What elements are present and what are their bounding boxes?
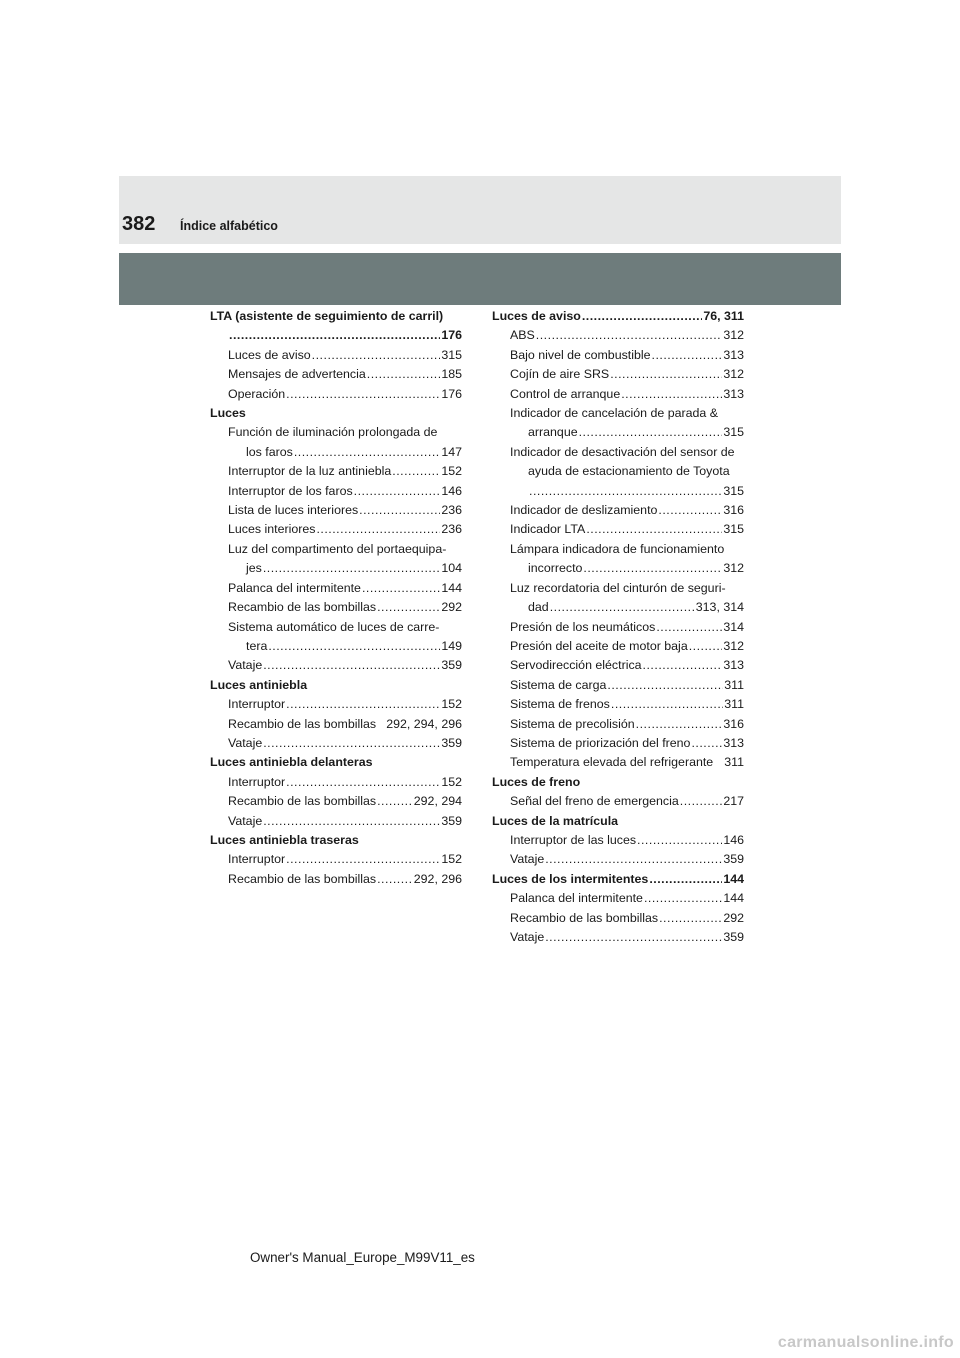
entry-text: Vataje bbox=[228, 735, 263, 750]
index-heading bbox=[492, 307, 744, 326]
page-reference: 292, 294, 296 bbox=[386, 716, 462, 731]
entry-text: Luces de freno bbox=[492, 774, 581, 789]
entry-text: Control de arranque bbox=[510, 386, 621, 401]
entry-text: Sistema automático de luces de carre- bbox=[228, 619, 440, 634]
index-entry bbox=[492, 753, 744, 772]
index-entry bbox=[210, 443, 462, 462]
dot-leader bbox=[643, 656, 723, 675]
index-entry bbox=[210, 520, 462, 539]
dot-leader bbox=[263, 559, 440, 578]
index-entry bbox=[210, 540, 462, 559]
dot-leader bbox=[586, 520, 722, 539]
entry-text: Recambio de las bombillas bbox=[228, 871, 377, 886]
page-reference: 104 bbox=[441, 561, 462, 576]
index-entry bbox=[210, 365, 462, 384]
dot-leader bbox=[377, 792, 413, 811]
entry-text: Sistema de priorización del freno bbox=[510, 735, 691, 750]
page-reference: 314 bbox=[723, 619, 744, 634]
entry-text: Recambio de las bombillas bbox=[228, 794, 377, 809]
dot-leader bbox=[263, 734, 440, 753]
index-entry bbox=[210, 482, 462, 501]
dot-leader bbox=[550, 598, 695, 617]
entry-text: Lista de luces interiores bbox=[228, 503, 359, 518]
index-entry bbox=[210, 598, 462, 617]
dot-leader bbox=[607, 676, 723, 695]
dot-leader bbox=[582, 307, 702, 326]
dot-leader bbox=[583, 559, 722, 578]
index-entry bbox=[492, 385, 744, 404]
entry-text: Palanca del intermitente bbox=[510, 891, 643, 906]
dot-leader bbox=[659, 909, 722, 928]
entry-text: Luces de aviso bbox=[492, 309, 581, 323]
page-reference: 312 bbox=[723, 367, 744, 382]
index-entry bbox=[210, 579, 462, 598]
entry-text: Indicador de cancelación de parada & bbox=[510, 406, 719, 421]
entry-text: arranque bbox=[528, 425, 578, 440]
page-reference: 292 bbox=[723, 910, 744, 925]
page-reference: 152 bbox=[441, 464, 462, 479]
entry-text: Luces antiniebla bbox=[210, 677, 308, 692]
page-reference: 292 bbox=[441, 600, 462, 615]
dot-leader bbox=[286, 385, 440, 404]
entry-text: Interruptor de las luces bbox=[510, 832, 637, 847]
entry-text: jes bbox=[246, 561, 262, 576]
index-entry bbox=[210, 559, 462, 578]
index-entry bbox=[210, 423, 462, 442]
page-reference: 359 bbox=[441, 735, 462, 750]
page-reference: 185 bbox=[441, 367, 462, 382]
entry-text: Recambio de las bombillas bbox=[510, 910, 659, 925]
dot-leader bbox=[362, 579, 440, 598]
index-heading bbox=[492, 870, 744, 889]
dot-leader bbox=[377, 870, 413, 889]
dot-leader bbox=[649, 870, 722, 889]
dot-leader bbox=[294, 443, 440, 462]
index-entry bbox=[492, 404, 744, 423]
dot-leader bbox=[621, 385, 722, 404]
page-reference: 217 bbox=[723, 794, 744, 809]
index-entry bbox=[210, 812, 462, 831]
page-reference: 315 bbox=[723, 483, 744, 498]
section-title: Índice alfabético bbox=[180, 219, 278, 233]
dot-leader bbox=[691, 734, 722, 753]
entry-text: Luces de los intermitentes bbox=[492, 871, 649, 886]
entry-text: Vataje bbox=[228, 658, 263, 673]
dot-leader bbox=[263, 656, 440, 675]
page-reference: 311 bbox=[724, 697, 744, 712]
index-heading bbox=[210, 676, 462, 695]
index-entry bbox=[492, 482, 744, 501]
index-entry bbox=[492, 520, 744, 539]
page-reference: 149 bbox=[441, 638, 462, 653]
page-reference: 359 bbox=[441, 658, 462, 673]
index-entry bbox=[492, 734, 744, 753]
index-entry bbox=[492, 831, 744, 850]
index-entry bbox=[492, 909, 744, 928]
entry-text: Vataje bbox=[510, 852, 545, 867]
entry-text: ayuda de estacionamiento de Toyota bbox=[528, 464, 730, 479]
index-entry bbox=[492, 928, 744, 947]
index-entry bbox=[492, 695, 744, 714]
index-entry bbox=[492, 540, 744, 559]
dot-leader bbox=[354, 482, 441, 501]
entry-text: los faros bbox=[246, 444, 293, 459]
index-entry bbox=[492, 850, 744, 869]
index-entry bbox=[492, 676, 744, 695]
dot-leader bbox=[536, 326, 723, 345]
index-entry bbox=[210, 637, 462, 656]
index-entry bbox=[210, 462, 462, 481]
page-reference: 316 bbox=[723, 503, 744, 518]
page-reference: 315 bbox=[723, 425, 744, 440]
index-entry bbox=[492, 501, 744, 520]
page-reference: 313 bbox=[723, 347, 744, 362]
entry-text: Función de iluminación prolongada de bbox=[228, 425, 438, 440]
dot-leader bbox=[652, 346, 723, 365]
entry-text: Sistema de precolisión bbox=[510, 716, 635, 731]
index-entry bbox=[492, 423, 744, 442]
page-reference: 236 bbox=[441, 503, 462, 518]
entry-text: Indicador LTA bbox=[510, 522, 586, 537]
page-reference: 312 bbox=[723, 561, 744, 576]
index-heading bbox=[210, 307, 462, 326]
page-reference: 76, 311 bbox=[703, 309, 744, 323]
index-entry bbox=[210, 501, 462, 520]
page-reference: 292, 296 bbox=[413, 871, 462, 886]
index-entry bbox=[210, 734, 462, 753]
dot-leader bbox=[286, 850, 440, 869]
index-entry bbox=[492, 618, 744, 637]
entry-text: Interruptor de la luz antiniebla bbox=[228, 464, 392, 479]
entry-text: ABS bbox=[510, 328, 535, 343]
entry-text: Luces antiniebla traseras bbox=[210, 832, 359, 847]
header-band bbox=[119, 176, 841, 244]
page-reference: 146 bbox=[723, 832, 744, 847]
dot-leader bbox=[644, 889, 722, 908]
entry-text: Temperatura elevada del refrigerante bbox=[510, 755, 714, 770]
index-entry bbox=[210, 850, 462, 869]
index-heading bbox=[492, 812, 744, 831]
dot-leader bbox=[680, 792, 723, 811]
index-entry bbox=[210, 773, 462, 792]
dot-leader bbox=[579, 423, 723, 442]
index-entry bbox=[492, 462, 744, 481]
dot-leader bbox=[312, 346, 441, 365]
entry-text: Luces bbox=[210, 406, 246, 421]
dot-leader bbox=[545, 850, 722, 869]
index-entry bbox=[210, 715, 462, 734]
page-reference: 146 bbox=[441, 483, 462, 498]
page-number: 382 bbox=[122, 213, 156, 235]
entry-text: tera bbox=[246, 638, 268, 653]
index-heading bbox=[210, 326, 462, 345]
entry-text: Palanca del intermitente bbox=[228, 580, 361, 595]
index-entry bbox=[492, 346, 744, 365]
page-reference: 176 bbox=[441, 328, 462, 343]
dot-leader bbox=[367, 365, 441, 384]
dot-leader bbox=[656, 618, 722, 637]
entry-text: Señal del freno de emergencia bbox=[510, 794, 679, 809]
footer-manual-id: Owner's Manual_Europe_M99V11_es bbox=[250, 1250, 475, 1265]
index-entry bbox=[492, 792, 744, 811]
dot-leader bbox=[359, 501, 440, 520]
page-reference: 152 bbox=[441, 774, 462, 789]
dot-leader bbox=[392, 462, 440, 481]
page-reference: 313 bbox=[723, 658, 744, 673]
entry-text: Luz recordatoria del cinturón de seguri- bbox=[510, 580, 726, 595]
entry-text: LTA (asistente de seguimiento de carril) bbox=[210, 309, 444, 323]
entry-text: Interruptor bbox=[228, 852, 286, 867]
watermark: carmanualsonline.info bbox=[777, 1334, 954, 1351]
dot-leader bbox=[637, 831, 722, 850]
dot-leader bbox=[316, 520, 440, 539]
index-entry bbox=[492, 365, 744, 384]
index-heading bbox=[210, 404, 462, 423]
index-heading bbox=[492, 773, 744, 792]
dot-leader bbox=[268, 637, 440, 656]
page-reference: 176 bbox=[441, 386, 462, 401]
page-reference: 316 bbox=[723, 716, 744, 731]
dot-leader bbox=[610, 365, 722, 384]
entry-text: Servodirección eléctrica bbox=[510, 658, 642, 673]
entry-text: Indicador de deslizamiento bbox=[510, 503, 658, 518]
entry-text: Luces antiniebla delanteras bbox=[210, 755, 373, 770]
index-entry bbox=[492, 715, 744, 734]
entry-text: Luces de la matrícula bbox=[492, 813, 619, 828]
page-reference: 152 bbox=[441, 697, 462, 712]
index-entry bbox=[492, 443, 744, 462]
entry-text: Bajo nivel de combustible bbox=[510, 347, 651, 362]
entry-text: Luz del compartimento del portaequipa- bbox=[228, 541, 447, 556]
entry-text: Interruptor bbox=[228, 774, 286, 789]
page-reference: 359 bbox=[723, 930, 744, 944]
page-reference: 312 bbox=[723, 328, 744, 343]
index-entry bbox=[210, 385, 462, 404]
dot-leader bbox=[263, 812, 440, 831]
page-reference: 147 bbox=[441, 444, 462, 459]
entry-text: Recambio de las bombillas bbox=[228, 716, 377, 731]
index-entry bbox=[492, 656, 744, 675]
dot-leader bbox=[286, 773, 440, 792]
dot-leader bbox=[636, 715, 723, 734]
index-entry bbox=[492, 579, 744, 598]
entry-text: Luces interiores bbox=[228, 522, 316, 537]
dot-leader bbox=[529, 482, 722, 501]
page-reference: 313 bbox=[723, 386, 744, 401]
page-reference: 313, 314 bbox=[695, 600, 744, 615]
dot-leader bbox=[545, 928, 722, 947]
entry-text: Interruptor bbox=[228, 697, 286, 712]
page-reference: 292, 294 bbox=[413, 794, 462, 809]
section-color-bar bbox=[119, 253, 841, 305]
index-entry bbox=[492, 637, 744, 656]
entry-text: Operación bbox=[228, 386, 286, 401]
page-reference: 359 bbox=[723, 852, 744, 867]
dot-leader bbox=[377, 598, 440, 617]
index-entry bbox=[210, 618, 462, 637]
page-reference: 359 bbox=[441, 813, 462, 828]
page-reference: 144 bbox=[723, 891, 744, 906]
index-heading bbox=[210, 753, 462, 772]
entry-text: Luces de aviso bbox=[228, 347, 311, 362]
index-entry bbox=[210, 695, 462, 714]
index-entry bbox=[210, 870, 462, 889]
index-entry bbox=[210, 656, 462, 675]
entry-text: Interruptor de los faros bbox=[228, 483, 353, 498]
dot-leader bbox=[286, 695, 440, 714]
index-column-left bbox=[210, 307, 462, 889]
entry-text: Sistema de frenos bbox=[510, 697, 610, 712]
entry-text: Indicador de desactivación del sensor de bbox=[510, 444, 735, 459]
index-entry bbox=[492, 326, 744, 345]
dot-leader bbox=[229, 326, 440, 345]
entry-text: Presión de los neumáticos bbox=[510, 619, 656, 634]
index-entry bbox=[492, 598, 744, 617]
page-reference: 311 bbox=[724, 677, 744, 692]
dot-leader bbox=[689, 637, 723, 656]
dot-leader bbox=[658, 501, 722, 520]
entry-text: Vataje bbox=[510, 930, 545, 944]
page-reference: 313 bbox=[723, 735, 744, 750]
index-column-right bbox=[492, 307, 744, 947]
page-reference: 311 bbox=[724, 755, 744, 770]
page-reference: 152 bbox=[441, 852, 462, 867]
index-entry bbox=[492, 559, 744, 578]
dot-leader bbox=[611, 695, 723, 714]
entry-text: Lámpara indicadora de funcionamiento bbox=[510, 541, 725, 556]
entry-text: Cojín de aire SRS bbox=[510, 367, 610, 382]
entry-text: Vataje bbox=[228, 813, 263, 828]
index-entry bbox=[210, 792, 462, 811]
page-reference: 144 bbox=[441, 580, 462, 595]
index-entry bbox=[210, 346, 462, 365]
entry-text: Presión del aceite de motor baja bbox=[510, 638, 688, 653]
page-reference: 315 bbox=[441, 347, 462, 362]
entry-text: Sistema de carga bbox=[510, 677, 607, 692]
entry-text: Mensajes de advertencia bbox=[228, 367, 366, 382]
entry-text: incorrecto bbox=[528, 561, 583, 576]
page-reference: 236 bbox=[441, 522, 462, 537]
entry-text: dad bbox=[528, 600, 549, 615]
index-heading bbox=[210, 831, 462, 850]
entry-text: Recambio de las bombillas bbox=[228, 600, 377, 615]
page-reference: 315 bbox=[723, 522, 744, 537]
page-reference: 312 bbox=[723, 638, 744, 653]
page-reference: 144 bbox=[723, 871, 744, 886]
index-entry bbox=[492, 889, 744, 908]
